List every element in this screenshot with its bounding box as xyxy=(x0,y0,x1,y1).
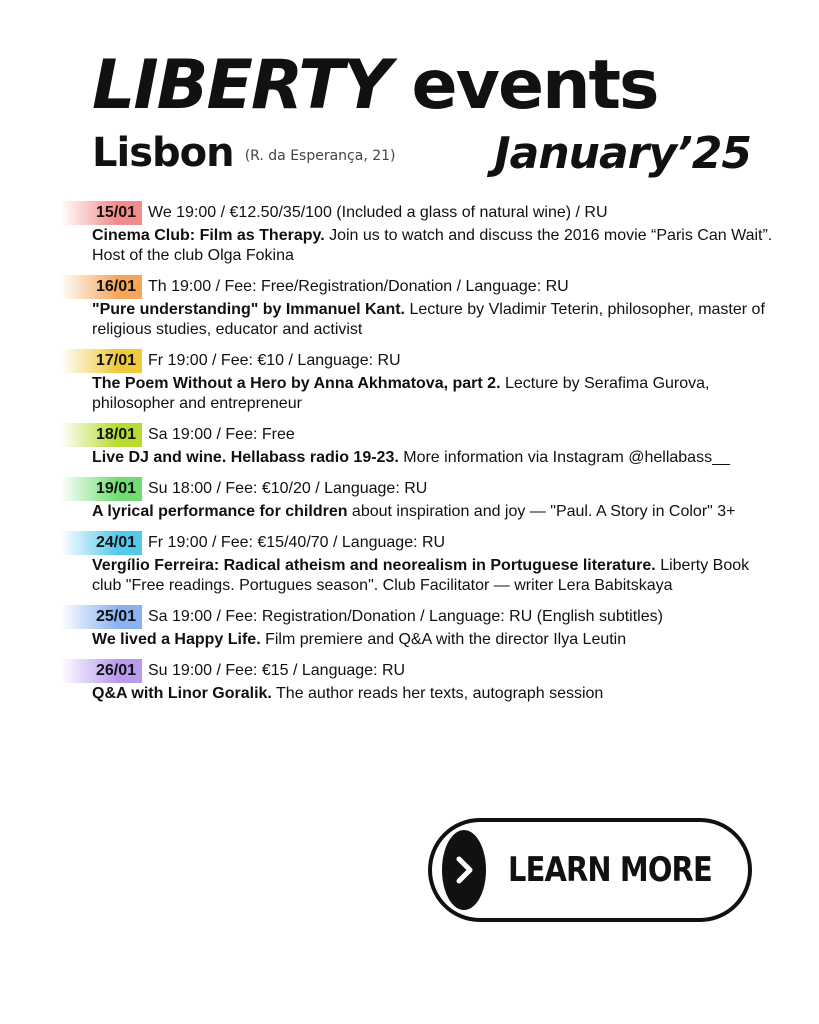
event-item xyxy=(60,604,780,650)
event-item xyxy=(60,348,780,414)
event-meta: Th 19:00 / Fee: Free/Registration/Donation / Language: RU xyxy=(148,278,569,295)
event-meta: Sa 19:00 / Fee: Registration/Donation / Language: RU (English subtitles) xyxy=(148,608,663,625)
month-label: January’25 xyxy=(494,128,751,179)
event-meta: Su 19:00 / Fee: €15 / Language: RU xyxy=(148,662,406,679)
address: (R. da Esperança, 21) xyxy=(244,148,396,164)
event-description xyxy=(92,684,780,704)
event-description xyxy=(92,630,780,650)
event-details: Lecture by Vladimir Teterin, philosopher, master of religious studies, educator and activist xyxy=(92,301,765,338)
event-date: 18/01 xyxy=(60,423,142,447)
city-name: Lisbon xyxy=(92,130,234,176)
event-details: The author reads her texts, autograph session xyxy=(271,685,604,702)
event-details: about inspiration and joy — "Paul. A Story in Color" 3+ xyxy=(347,503,736,520)
event-title: Q&A with Linor Goralik. xyxy=(92,685,272,702)
event-item xyxy=(60,274,780,340)
event-title: We lived a Happy Life. xyxy=(92,631,261,648)
event-description xyxy=(92,374,780,414)
chevron-right-icon xyxy=(442,830,486,910)
event-meta-line xyxy=(60,274,780,300)
event-meta: Su 18:00 / Fee: €10/20 / Language: RU xyxy=(148,480,428,497)
events-list xyxy=(60,200,780,712)
title-events: events xyxy=(411,46,658,125)
event-details: Lecture by Serafima Gurova, philosopher and entrepreneur xyxy=(92,375,710,412)
event-item xyxy=(60,530,780,596)
event-date: 16/01 xyxy=(60,275,142,299)
event-details: Liberty Book club "Free readings. Portugues season". Club Facilitator — writer Lera Babitskaya xyxy=(92,557,750,594)
event-details: Join us to watch and discuss the 2016 movie “Paris Can Wait”. Host of the club Olga Fokina xyxy=(92,227,773,264)
event-date: 19/01 xyxy=(60,477,142,501)
event-meta-line xyxy=(60,476,780,502)
event-description xyxy=(92,226,780,266)
learn-more-button[interactable] xyxy=(428,818,752,922)
event-meta-line xyxy=(60,422,780,448)
event-description xyxy=(92,502,780,522)
location xyxy=(92,130,396,176)
event-title: Vergílio Ferreira: Radical atheism and neorealism in Portuguese literature. xyxy=(92,557,656,574)
event-meta-line xyxy=(60,200,780,226)
event-title: A lyrical performance for children xyxy=(92,503,348,520)
event-title: Cinema Club: Film as Therapy. xyxy=(92,227,325,244)
event-date: 26/01 xyxy=(60,659,142,683)
event-description xyxy=(92,448,780,468)
event-date: 24/01 xyxy=(60,531,142,555)
brand-name: LIBERTY xyxy=(92,46,390,125)
event-title: The Poem Without a Hero by Anna Akhmatova, part 2. xyxy=(92,375,501,392)
event-description xyxy=(92,556,780,596)
event-item xyxy=(60,200,780,266)
event-meta-line xyxy=(60,658,780,684)
event-date: 17/01 xyxy=(60,349,142,373)
page-title xyxy=(92,46,658,125)
event-title: Live DJ and wine. Hellabass radio 19-23. xyxy=(92,449,399,466)
event-meta-line xyxy=(60,348,780,374)
event-date: 15/01 xyxy=(60,201,142,225)
event-meta-line xyxy=(60,604,780,630)
event-item xyxy=(60,422,780,468)
event-details: Film premiere and Q&A with the director Ilya Leutin xyxy=(260,631,627,648)
event-title: "Pure understanding" by Immanuel Kant. xyxy=(92,301,405,318)
event-details: More information via Instagram @hellabass__ xyxy=(398,449,730,466)
event-description xyxy=(92,300,780,340)
event-date: 25/01 xyxy=(60,605,142,629)
event-meta: Sa 19:00 / Fee: Free xyxy=(148,426,295,443)
event-meta: We 19:00 / €12.50/35/100 (Included a glass of natural wine) / RU xyxy=(148,204,608,221)
event-meta: Fr 19:00 / Fee: €15/40/70 / Language: RU xyxy=(148,534,446,551)
event-item xyxy=(60,476,780,522)
learn-more-label: LEARN MORE xyxy=(508,850,713,890)
event-meta-line xyxy=(60,530,780,556)
event-item xyxy=(60,658,780,704)
event-meta: Fr 19:00 / Fee: €10 / Language: RU xyxy=(148,352,401,369)
